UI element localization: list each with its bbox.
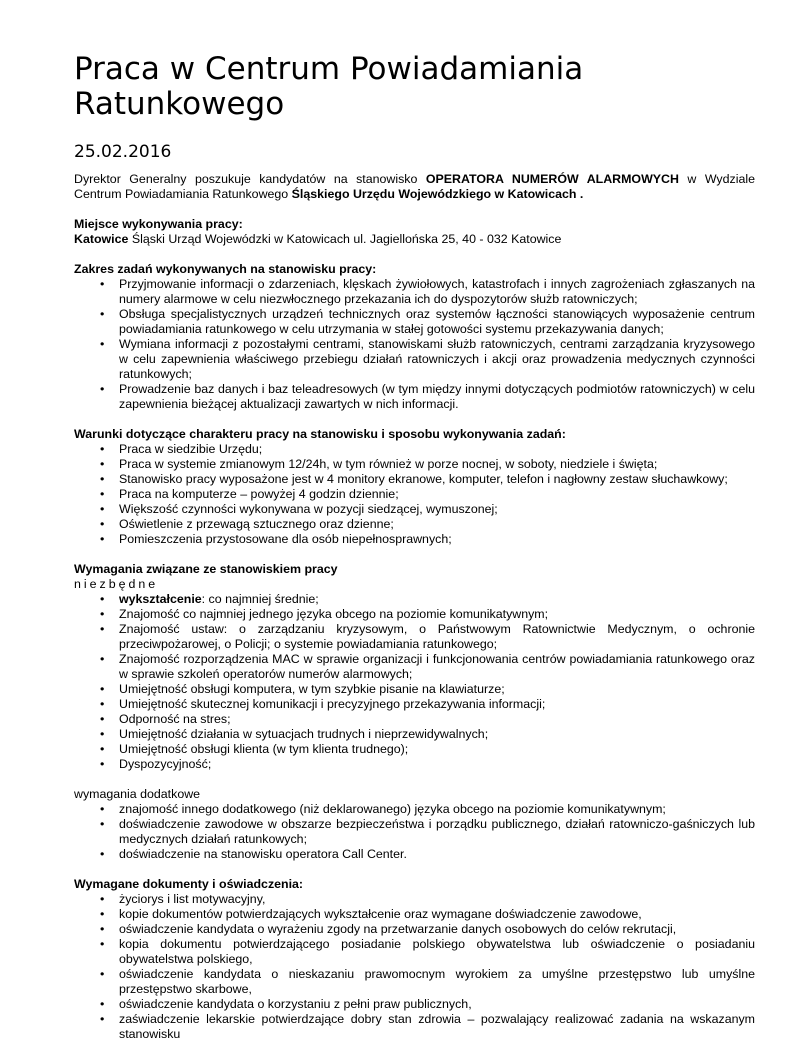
title-line-1: Praca w Centrum Powiadamiania [74, 51, 584, 87]
title-line-2: Ratunkowego [74, 86, 285, 122]
documents-list [74, 892, 755, 1042]
list-item: • kopia dokumentu potwierdzającego posiadanie polskiego obywatelstwa lub oświadczenie o posiadaniu obywatelstwa polskiego, [100, 937, 755, 966]
list-item: • życiorys i list motywacyjny, [100, 892, 266, 906]
list-item: • oświadczenie kandydata o wyrażeniu zgody na przetwarzanie danych osobowych do celów rekrutacji, [100, 922, 677, 936]
list-item: • Umiejętność obsługi klienta (w tym klienta trudnego); [100, 742, 409, 756]
list-item: • zaświadczenie lekarskie potwierdzające dobry stan zdrowia – pozwalający realizować zadania na wskazanym stanowisku [100, 1012, 755, 1041]
intro-text-2: w Wydziale Centrum Powiadamiania Ratunkowego [74, 172, 756, 201]
list-item: • wykształcenie: co najmniej średnie; [100, 592, 319, 606]
list-item: • Prowadzenie baz danych i baz teleadresowych (w tym między innymi dotyczących podmiotów ratowniczych) w celu zapewnienia bieżącej aktualizacji zawartych w nich informacji. [100, 382, 755, 411]
list-item: • Odporność na stres; [100, 712, 231, 726]
list-item: • Dyspozycyjność; [100, 757, 212, 771]
list-item: • Znajomość ustaw: o zarządzaniu kryzysowym, o Państwowym Ratownictwie Medycznym, o ochronie przeciwpożarowej, o Policji; o systemie powiadamiania ratunkowego; [100, 622, 755, 651]
list-item: • Praca w siedzibie Urzędu; [100, 442, 263, 456]
intro-text-1: Dyrektor Generalny poszukuje kandydatów na stanowisko [74, 172, 426, 186]
list-item: • Umiejętność obsługi komputera, w tym szybkie pisanie na klawiaturze; [100, 682, 505, 696]
intro-paragraph [74, 172, 755, 202]
page-title [74, 52, 755, 122]
position-name: OPERATORA NUMERÓW ALARMOWYCH [425, 172, 679, 186]
list-item: • Obsługa specjalistycznych urządzeń technicznych oraz systemów łączności stanowiących wyposażenie centrum powiadamiania ratunkowego w celu utrzymania w stałej gotowości systemu przekazywania danych; [100, 307, 755, 336]
publication-date: 25.02.2016 [74, 142, 172, 162]
list-item: • Pomieszczenia przystosowane dla osób niepełnosprawnych; [100, 532, 452, 546]
required-label: niezbędne [74, 577, 159, 591]
document-page [74, 52, 755, 1042]
requirements-list [74, 592, 755, 772]
workplace-heading: Miejsce wykonywania pracy: [74, 217, 243, 231]
list-item: • doświadczenie zawodowe w obszarze bezpieczeństwa i porządku publicznego, działań ratowniczo-gaśniczych lub medycznych działań ratunkowych; [100, 817, 755, 846]
list-item: • Większość czynności wykonywana w pozycji siedzącej, wymuszonej; [100, 502, 498, 516]
conditions-list [74, 442, 755, 547]
list-item: • oświadczenie kandydata o korzystaniu z pełni praw publicznych, [100, 997, 472, 1011]
documents-heading: Wymagane dokumenty i oświadczenia: [74, 877, 304, 891]
list-item: • Przyjmowanie informacji o zdarzeniach, klęskach żywiołowych, katastrofach i innych zagrożeniach zgłaszanych na numery alarmowe w celu niezwłocznego przekazania ich do dyspozytorów służb ratowniczych; [100, 277, 755, 306]
list-item: • Wymiana informacji z pozostałymi centrami, stanowiskami służb ratowniczych, centrami zarządzania kryzysowego w celu zapewnienia właściwego przebiegu działań ratowniczych i akcji oraz prowadzenia medycznych czynności ratunkowych; [100, 337, 755, 381]
conditions-heading: Warunki dotyczące charakteru pracy na stanowisku i sposobu wykonywania zadań: [74, 427, 566, 441]
additional-label: wymagania dodatkowe [74, 787, 201, 801]
employer-name: Śląskiego Urzędu Wojewódzkiego w Katowicach . [291, 187, 584, 201]
list-item: • doświadczenie na stanowisku operatora Call Center. [100, 847, 407, 861]
additional-list [74, 802, 755, 862]
list-item: • kopie dokumentów potwierdzających wykształcenie oraz wymagane doświadczenie zawodowe, [100, 907, 642, 921]
workplace-address [74, 232, 755, 247]
list-item: • Znajomość co najmniej jednego języka obcego na poziomie komunikatywnym; [100, 607, 549, 621]
list-item: • oświadczenie kandydata o nieskazaniu prawomocnym wyrokiem za umyślne przestępstwo lub umyślne przestępstwo skarbowe, [100, 967, 755, 996]
list-item: • Umiejętność działania w sytuacjach trudnych i nieprzewidywalnych; [100, 727, 489, 741]
tasks-list [74, 277, 755, 412]
list-item: • Praca na komputerze – powyżej 4 godzin dziennie; [100, 487, 399, 501]
workplace-address-text: Śląski Urząd Wojewódzki w Katowicach ul. Jagiellońska 25, 40 - 032 Katowice [128, 232, 562, 246]
list-item: • Umiejętność skutecznej komunikacji i precyzyjnego przekazywania informacji; [100, 697, 546, 711]
tasks-heading: Zakres zadań wykonywanych na stanowisku pracy: [74, 262, 377, 276]
workplace-city: Katowice [74, 232, 129, 246]
list-item: • Stanowisko pracy wyposażone jest w 4 monitory ekranowe, komputer, telefon i nagłowny zestaw słuchawkowy; [100, 472, 728, 486]
list-item: • znajomość innego dodatkowego (niż deklarowanego) języka obcego na poziomie komunikatywnym; [100, 802, 666, 816]
list-item: • Praca w systemie zmianowym 12/24h, w tym również w porze nocnej, w soboty, niedziele i święta; [100, 457, 658, 471]
list-item: • Oświetlenie z przewagą sztucznego oraz dzienne; [100, 517, 394, 531]
document-body [74, 172, 755, 1042]
list-item: • Znajomość rozporządzenia MAC w sprawie organizacji i funkcjonowania centrów powiadamiania ratunkowego oraz w sprawie szkoleń operatorów numerów alarmowych; [100, 652, 755, 681]
requirements-heading: Wymagania związane ze stanowiskiem pracy [74, 562, 338, 576]
